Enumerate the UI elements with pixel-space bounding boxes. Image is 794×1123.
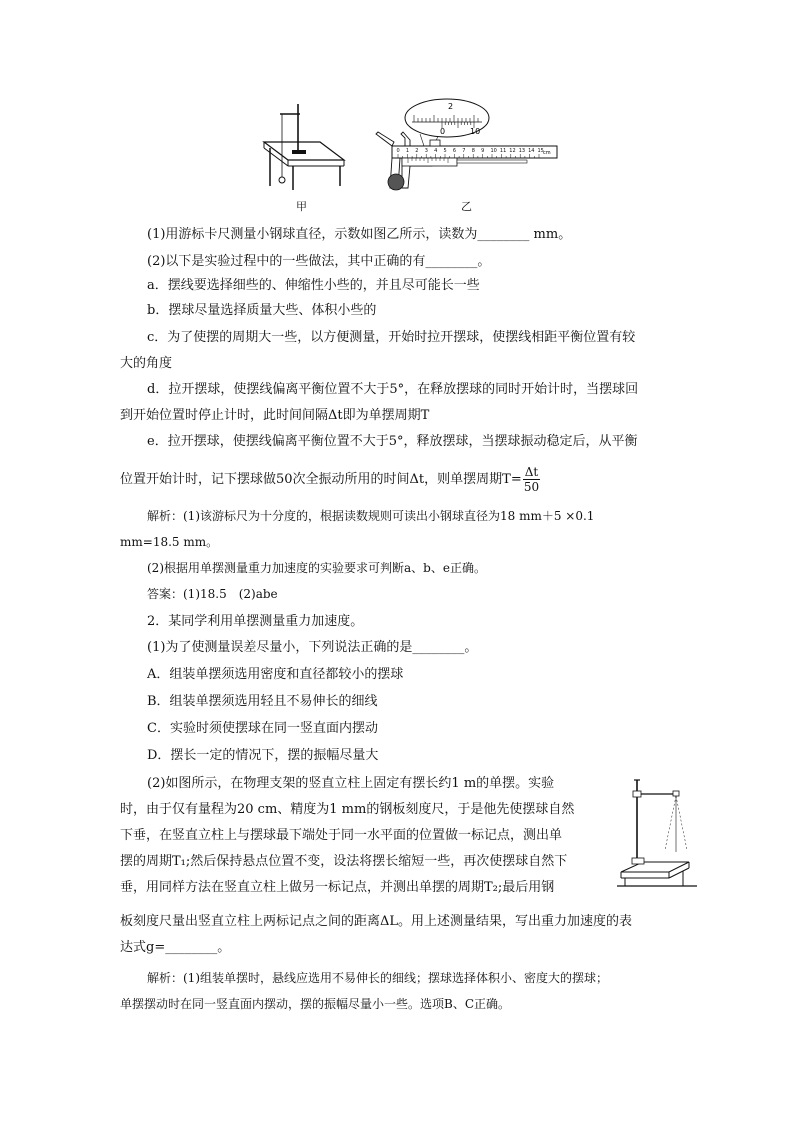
q1-part2: (2)以下是实验过程中的一些做法，其中正确的有________。 — [147, 254, 491, 269]
figure-caption-yi: 乙 — [461, 200, 472, 213]
q2-part2-line3: 下垂，在竖直立柱上与摆球最下端处于同一水平面的位置做一标记点，测出单 — [120, 828, 563, 843]
vernier-label-0: 0 — [440, 127, 446, 136]
main-scale-label: 12 — [509, 148, 516, 154]
q1-solution-1a: 解析：(1)该游标尺为十分度的，根据读数规则可读出小钢球直径为18 mm＋5 ×0.1 — [147, 509, 595, 523]
main-scale-label: 0 — [396, 148, 400, 154]
main-scale-label: 8 — [471, 148, 475, 154]
q2-part1: (1)为了使测量误差尽量小，下列说法正确的是________。 — [147, 640, 478, 655]
q2-option-B: B．组装单摆须选用轻且不易伸长的细线 — [147, 694, 378, 709]
main-scale-label: 9 — [481, 148, 485, 154]
q2-option-C: C．实验时须使摆球在同一竖直面内摆动 — [147, 721, 378, 736]
q1-option-d-line2: 到开始位置时停止计时，此时间间隔Δt即为单摆周期T — [120, 408, 430, 423]
main-scale-label: 4 — [434, 148, 438, 154]
q2-part2-line4: 摆的周期T₁;然后保持悬点位置不变，设法将摆长缩短一些，再次使摆球自然下 — [120, 854, 568, 869]
q1-solution-1b: mm=18.5 mm。 — [120, 535, 219, 549]
q1-option-a: a．摆线要选择细些的、伸缩性小些的，并且尽可能长一些 — [147, 278, 480, 293]
fraction-denominator: 50 — [523, 480, 540, 494]
q1-option-d-line1: d．拉开摆球，使摆线偏离平衡位置不大于5°，在释放摆球的同时开始计时，当摆球回 — [147, 382, 639, 397]
main-scale-unit: cm — [543, 150, 551, 156]
vernier-caliper-figure — [372, 96, 562, 196]
main-scale-label: 3 — [424, 148, 428, 154]
q2-part2-line1: (2)如图所示，在物理支架的竖直立柱上固定有摆长约1 m的单摆。实验 — [147, 776, 555, 791]
main-scale-label: 2 — [415, 148, 419, 154]
q1-option-e-line1: e．拉开摆球，使摆线偏离平衡位置不大于5°，释放摆球，当摆球振动稳定后，从平衡 — [147, 434, 638, 449]
main-scale-label: 7 — [462, 148, 466, 154]
main-scale-label: 10 — [490, 148, 497, 154]
fraction-numerator: Δt — [524, 465, 539, 479]
q1-option-c-line2: 大的角度 — [120, 356, 173, 371]
q1-option-c-line1: c．为了使摆的周期大一些，以方便测量，开始时拉开摆球，使摆线相距平衡位置有较 — [147, 330, 636, 345]
q1-option-e-text: 位置开始计时，记下摆球做50次全振动所用的时间Δt，则单摆周期T= — [120, 472, 522, 487]
q1-part1: (1)用游标卡尺测量小钢球直径，示数如图乙所示，读数为________ mm。 — [147, 227, 572, 242]
q1-solution-2: (2)根据用单摆测量重力加速度的实验要求可判断a、b、e正确。 — [147, 561, 486, 575]
q2-part2-line7: 达式g=________。 — [120, 940, 231, 955]
main-scale-label: 5 — [443, 148, 447, 154]
q2-part2-line6: 板刻度尺量出竖直立柱上两标记点之间的距离ΔL。用上述测量结果，写出重力加速度的表 — [120, 914, 633, 929]
figure-caption-jia: 甲 — [296, 200, 307, 213]
q2-part2-line2: 时，由于仅有量程为20 cm、精度为1 mm的钢板刻度尺，于是他先使摆球自然 — [120, 802, 575, 817]
q1-answer: 答案：(1)18.5 (2)abe — [147, 587, 278, 601]
vernier-top-label: 2 — [448, 102, 454, 111]
q2-solution-line1: 解析：(1)组装单摆时，悬线应选用不易伸长的细线；摆球选择体积小、密度大的摆球； — [147, 971, 609, 985]
q2-solution-line2: 单摆摆动时在同一竖直面内摆动，摆的振幅尽量小一些。选项B、C正确。 — [120, 997, 511, 1011]
q2-option-D: D．摆长一定的情况下，摆的振幅尽量大 — [147, 748, 379, 763]
vernier-label-10: 10 — [470, 127, 481, 136]
q2-part2-line5: 垂，用同样方法在竖直立柱上做另一标记点，并测出单摆的周期T₂;最后用钢 — [120, 880, 555, 895]
period-fraction — [523, 465, 541, 494]
q1-option-b: b．摆球尽量选择质量大些、体积小些的 — [147, 303, 377, 318]
main-scale-label: 6 — [452, 148, 457, 154]
q2-title: 2．某同学利用单摆测量重力加速度。 — [147, 614, 364, 629]
main-scale-label: 13 — [518, 148, 526, 154]
q2-option-A: A．组装单摆须选用密度和直径都较小的摆球 — [147, 667, 404, 682]
main-scale-label: 11 — [499, 148, 507, 154]
main-scale-label: 14 — [528, 148, 535, 154]
main-scale-label: 1 — [405, 148, 410, 154]
q1-option-e-line2 — [120, 465, 650, 494]
pendulum-stand-figure — [258, 100, 350, 192]
main-scale-label: 15 — [537, 148, 544, 154]
